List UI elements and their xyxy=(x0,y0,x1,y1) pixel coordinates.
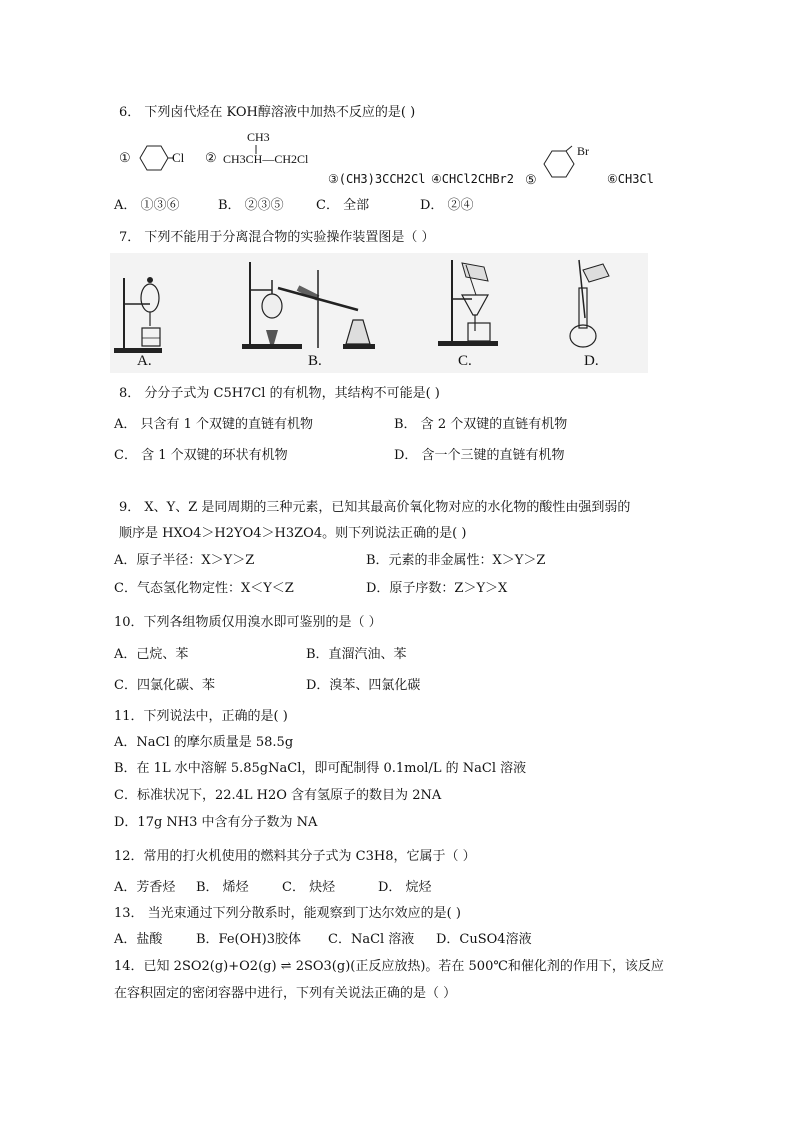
q6-structure-6: ⑥CH3Cl xyxy=(607,172,654,186)
q14-stem-line2: 在容积固定的密闭容器中进行，下列有关说法正确的是（ ） xyxy=(114,986,457,1001)
q6-structure-1-number: ① xyxy=(119,150,131,165)
apparatus-label-d: D. xyxy=(584,353,599,369)
q6-structure-5-br: Br xyxy=(577,144,589,158)
q6-structure-3: ③(CH3)3CCH2Cl xyxy=(328,172,426,186)
q6-structure-4: ④CHCl2CHBr2 xyxy=(431,172,515,186)
q12-stem: 12．常用的打火机使用的燃料其分子式为 C3H8，它属于（ ） xyxy=(114,849,476,864)
q6-option-c: C． 全部 xyxy=(316,198,370,213)
q10-option-a: A．己烷、苯 xyxy=(114,647,189,662)
q9-stem-line2: 顺序是 HXO4＞H2YO4＞H3ZO4。则下列说法正确的是( ) xyxy=(119,526,467,541)
q8-option-b: B． 含 2 个双键的直链有机物 xyxy=(394,417,568,432)
q6-option-b: B． ②③⑤ xyxy=(218,198,284,213)
q13-option-b: B．Fe(OH)3胶体 xyxy=(196,932,301,947)
q6-stem: 6． 下列卤代烃在 KOH醇溶液中加热不反应的是( ) xyxy=(119,105,416,120)
q11-option-a: A．NaCl 的摩尔质量是 58.5g xyxy=(114,735,294,750)
q9-stem-line1: 9． X、Y、Z 是同周期的三种元素，已知其最高价氧化物对应的水化物的酸性由强到弱的 xyxy=(119,500,631,515)
separatory-funnel-apparatus xyxy=(112,268,182,358)
volumetric-flask-apparatus xyxy=(565,258,615,350)
q12-option-c: C． 炔烃 xyxy=(282,880,336,895)
q13-option-a: A．盐酸 xyxy=(114,932,163,947)
q6-structure-2-number: ② xyxy=(205,150,217,165)
q9-option-c: C．气态氢化物定性：X＜Y＜Z xyxy=(114,581,294,596)
q10-option-d: D．溴苯、四氯化碳 xyxy=(306,678,421,693)
q11-option-d: D．17g NH3 中含有分子数为 NA xyxy=(114,815,318,830)
q8-option-d: D． 含一个三键的直链有机物 xyxy=(394,448,565,463)
q9-option-d: D．原子序数：Z＞Y＞X xyxy=(366,581,508,596)
q6-structure-2-ch3: CH3 xyxy=(247,130,270,144)
q6-option-a: A． ①③⑥ xyxy=(114,198,180,213)
q8-option-c: C． 含 1 个双键的环状有机物 xyxy=(114,448,288,463)
q12-option-b: B． 烯烃 xyxy=(196,880,249,895)
q11-option-c: C．标准状况下，22.4L H2O 含有氢原子的数目为 2NA xyxy=(114,788,442,803)
q8-stem: 8． 分分子式为 C5H7Cl 的有机物，其结构不可能是( ) xyxy=(119,386,440,401)
q7-stem: 7． 下列不能用于分离混合物的实验操作装置图是（ ） xyxy=(119,230,435,245)
apparatus-label-b: B. xyxy=(308,353,322,369)
q10-option-c: C．四氯化碳、苯 xyxy=(114,678,215,693)
q12-option-a: A．芳香烃 xyxy=(114,880,176,895)
q8-option-a: A． 只含有 1 个双键的直链有机物 xyxy=(114,417,314,432)
q12-option-d: D． 烷烃 xyxy=(378,880,432,895)
q11-stem: 11．下列说法中，正确的是( ) xyxy=(114,709,288,724)
apparatus-label-a: A. xyxy=(137,353,152,369)
filtration-apparatus xyxy=(432,255,522,347)
cyclohexane-ring-icon xyxy=(540,146,580,186)
q6-option-d: D． ②④ xyxy=(420,198,474,213)
q13-stem: 13． 当光束通过下列分散系时，能观察到丁达尔效应的是( ) xyxy=(114,906,461,921)
q10-stem: 10．下列各组物质仅用溴水即可鉴别的是（ ） xyxy=(114,615,382,630)
q13-option-d: D．CuSO4溶液 xyxy=(436,932,532,947)
q14-stem-line1: 14．已知 2SO2(g)+O2(g) ⇌ 2SO3(g)(正反应放热)。若在 500℃和催化剂的作用下，该反应 xyxy=(114,959,664,974)
q10-option-b: B．直溜汽油、苯 xyxy=(306,647,407,662)
q9-option-a: A．原子半径：X＞Y＞Z xyxy=(114,553,255,568)
q6-structure-1-cl: Cl xyxy=(172,150,185,165)
distillation-apparatus xyxy=(238,260,388,350)
q6-structure-2-chain: CH3CH—CH2Cl xyxy=(223,152,309,166)
apparatus-label-c: C. xyxy=(458,353,472,369)
q6-structure-5-number: ⑤ xyxy=(525,172,537,187)
q13-option-c: C．NaCl 溶液 xyxy=(328,932,415,947)
q9-option-b: B．元素的非金属性：X＞Y＞Z xyxy=(366,553,546,568)
q11-option-b: B．在 1L 水中溶解 5.85gNaCl，即可配制得 0.1mol/L 的 NaCl 溶液 xyxy=(114,761,527,776)
